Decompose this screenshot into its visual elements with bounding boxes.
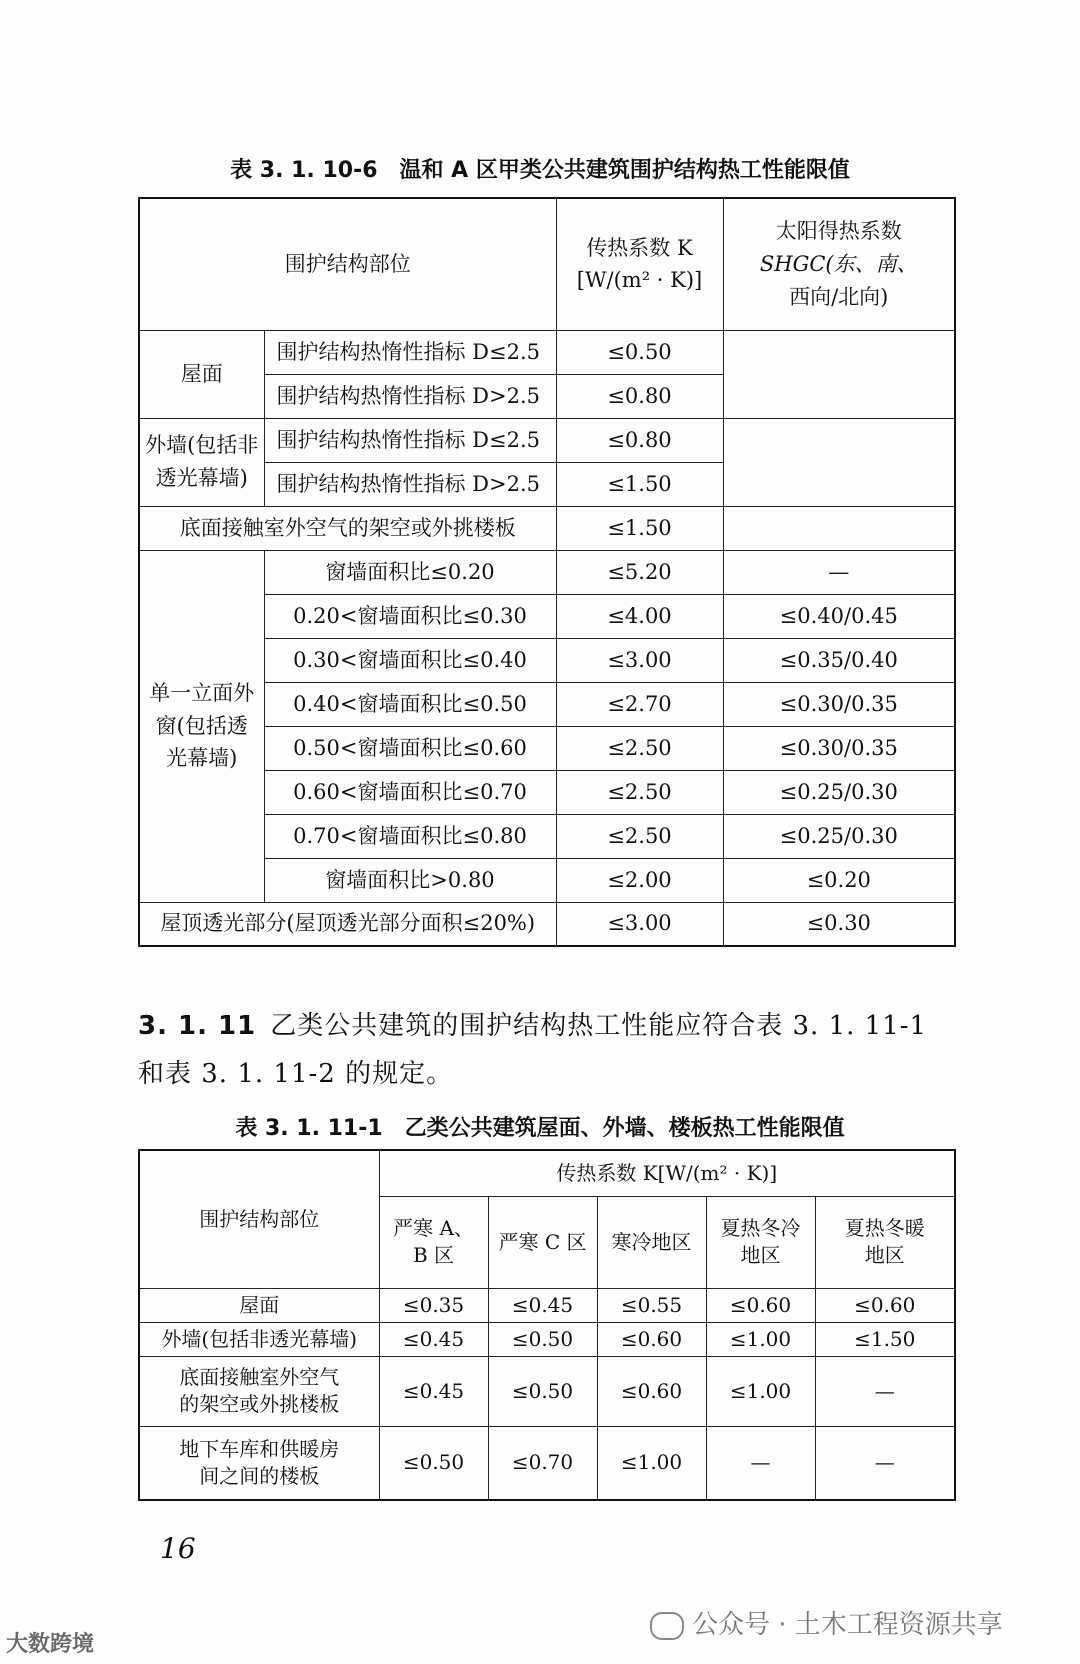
skylight-shgc: ≤0.30 xyxy=(723,902,955,946)
wall-label-2: 透光幕墙) xyxy=(155,466,248,490)
window-shgc: — xyxy=(723,550,955,594)
header-shgc-line3: 西向/北向) xyxy=(789,284,889,309)
table1-caption: 表 3. 1. 10-6 温和 A 区甲类公共建筑围护结构热工性能限值 xyxy=(230,158,850,183)
clause-number: 3. 1. 11 xyxy=(138,1011,257,1041)
t2-row-label-1: 底面接触室外空气 xyxy=(179,1365,340,1389)
header-shgc-line1: 太阳得热系数 xyxy=(775,219,902,244)
window-shgc: ≤0.20 xyxy=(723,858,955,902)
window-desc: 0.30<窗墙面积比≤0.40 xyxy=(264,638,556,682)
window-label-3: 光幕墙) xyxy=(166,746,238,771)
window-k: ≤4.00 xyxy=(556,594,723,638)
floor-shgc-empty xyxy=(723,506,955,550)
window-shgc: ≤0.25/0.30 xyxy=(723,814,955,858)
header-k-line1: 传热系数 K xyxy=(586,235,693,260)
zone5-line2: 地区 xyxy=(864,1243,905,1267)
window-desc: 窗墙面积比≤0.20 xyxy=(264,550,556,594)
header-shgc-line2: SHGC(东、南、 xyxy=(759,251,918,276)
table2-caption: 表 3. 1. 11-1 乙类公共建筑屋面、外墙、楼板热工性能限值 xyxy=(235,1116,845,1141)
t2-header-zone5 xyxy=(815,1196,955,1288)
header-k xyxy=(556,198,723,330)
t2-cell: ≤1.00 xyxy=(706,1356,815,1426)
window-desc: 0.60<窗墙面积比≤0.70 xyxy=(264,770,556,814)
wall-label xyxy=(139,418,264,506)
t2-cell: ≤0.45 xyxy=(379,1356,488,1426)
t2-cell: ≤1.00 xyxy=(706,1322,815,1356)
t2-header-zone4 xyxy=(706,1196,815,1288)
window-label-2: 窗(包括透 xyxy=(155,713,248,738)
window-shgc: ≤0.25/0.30 xyxy=(723,770,955,814)
t2-row-label-2: 间之间的楼板 xyxy=(199,1463,320,1488)
t2-header-zone3: 寒冷地区 xyxy=(597,1196,706,1288)
zone1-line2: B 区 xyxy=(412,1243,455,1267)
header-k-line2: [W/(m² · K)] xyxy=(576,268,703,293)
zone1-line1: 严寒 A、 xyxy=(393,1216,474,1240)
t2-cell: ≤1.50 xyxy=(815,1322,955,1356)
window-desc: 0.20<窗墙面积比≤0.30 xyxy=(264,594,556,638)
t2-cell: ≤0.60 xyxy=(706,1288,815,1322)
zone4-line1: 夏热冬冷 xyxy=(720,1216,801,1240)
zone4-line2: 地区 xyxy=(740,1243,781,1267)
wall-k-2: ≤1.50 xyxy=(556,462,723,506)
roof-desc-2: 围护结构热惰性指标 D>2.5 xyxy=(264,374,556,418)
t2-header-group: 传热系数 K[W/(m² · K)] xyxy=(379,1150,955,1196)
window-shgc: ≤0.30/0.35 xyxy=(723,682,955,726)
t2-cell: ≤1.00 xyxy=(597,1426,706,1500)
roof-k-1: ≤0.50 xyxy=(556,330,723,374)
t2-cell: ≤0.45 xyxy=(379,1322,488,1356)
t2-row-label: 外墙(包括非透光幕墙) xyxy=(139,1322,379,1356)
t2-row-label xyxy=(139,1356,379,1426)
window-shgc: ≤0.30/0.35 xyxy=(723,726,955,770)
zone5-line1: 夏热冬暖 xyxy=(844,1216,925,1240)
window-k: ≤2.00 xyxy=(556,858,723,902)
window-label-1: 单一立面外 xyxy=(149,681,255,706)
roof-label: 屋面 xyxy=(139,330,264,418)
window-k: ≤5.20 xyxy=(556,550,723,594)
watermark-right-text: 公众号 · 土木工程资源共享 xyxy=(692,1610,1003,1640)
window-desc: 0.70<窗墙面积比≤0.80 xyxy=(264,814,556,858)
t2-header-zone2: 严寒 C 区 xyxy=(488,1196,597,1288)
wechat-icon xyxy=(650,1612,684,1640)
window-k: ≤2.50 xyxy=(556,814,723,858)
t2-header-zone1 xyxy=(379,1196,488,1288)
t2-cell: — xyxy=(815,1356,955,1426)
window-desc: 0.40<窗墙面积比≤0.50 xyxy=(264,682,556,726)
t2-cell: ≤0.60 xyxy=(597,1322,706,1356)
window-desc: 窗墙面积比>0.80 xyxy=(264,858,556,902)
t2-row-label-1: 地下车库和供暖房 xyxy=(179,1436,340,1461)
t2-header-part: 围护结构部位 xyxy=(139,1150,379,1288)
window-k: ≤3.00 xyxy=(556,638,723,682)
window-k: ≤2.50 xyxy=(556,726,723,770)
t2-row-label: 屋面 xyxy=(139,1288,379,1322)
thermal-limits-table-b xyxy=(138,1149,956,1501)
roof-k-2: ≤0.80 xyxy=(556,374,723,418)
t2-cell: ≤0.60 xyxy=(597,1356,706,1426)
skylight-desc: 屋顶透光部分(屋顶透光部分面积≤20%) xyxy=(139,902,556,946)
clause-text-1: 乙类公共建筑的围护结构热工性能应符合表 3. 1. 11-1 xyxy=(270,1011,928,1041)
window-shgc: ≤0.40/0.45 xyxy=(723,594,955,638)
roof-shgc-empty xyxy=(723,330,955,418)
header-part: 围护结构部位 xyxy=(139,198,556,330)
t2-cell: ≤0.70 xyxy=(488,1426,597,1500)
floor-desc: 底面接触室外空气的架空或外挑楼板 xyxy=(139,506,556,550)
window-desc: 0.50<窗墙面积比≤0.60 xyxy=(264,726,556,770)
t2-cell: — xyxy=(815,1426,955,1500)
t2-row-label xyxy=(139,1426,379,1500)
t2-cell: ≤0.45 xyxy=(488,1288,597,1322)
t2-cell: ≤0.50 xyxy=(488,1356,597,1426)
window-shgc: ≤0.35/0.40 xyxy=(723,638,955,682)
wall-desc-1: 围护结构热惰性指标 D≤2.5 xyxy=(264,418,556,462)
wall-k-1: ≤0.80 xyxy=(556,418,723,462)
wall-shgc-empty xyxy=(723,418,955,506)
floor-k: ≤1.50 xyxy=(556,506,723,550)
clause-paragraph-line1 xyxy=(138,1002,958,1050)
t2-row-label-2: 的架空或外挑楼板 xyxy=(179,1392,340,1416)
wall-label-1: 外墙(包括非 xyxy=(145,433,259,458)
window-k: ≤2.50 xyxy=(556,770,723,814)
header-shgc xyxy=(723,198,955,330)
window-label xyxy=(139,550,264,902)
page-number: 16 xyxy=(160,1532,196,1565)
window-k: ≤2.70 xyxy=(556,682,723,726)
wall-desc-2: 围护结构热惰性指标 D>2.5 xyxy=(264,462,556,506)
t2-cell: ≤0.55 xyxy=(597,1288,706,1322)
roof-desc-1: 围护结构热惰性指标 D≤2.5 xyxy=(264,330,556,374)
t2-cell: ≤0.60 xyxy=(815,1288,955,1322)
thermal-limits-table-a xyxy=(138,197,956,947)
watermark-left: 大数跨境 xyxy=(6,1632,95,1657)
t2-cell: ≤0.50 xyxy=(379,1426,488,1500)
clause-text-2: 和表 3. 1. 11-2 的规定。 xyxy=(138,1059,454,1089)
skylight-k: ≤3.00 xyxy=(556,902,723,946)
watermark-right xyxy=(650,1604,1003,1641)
t2-cell: ≤0.35 xyxy=(379,1288,488,1322)
t2-cell: — xyxy=(706,1426,815,1500)
t2-cell: ≤0.50 xyxy=(488,1322,597,1356)
